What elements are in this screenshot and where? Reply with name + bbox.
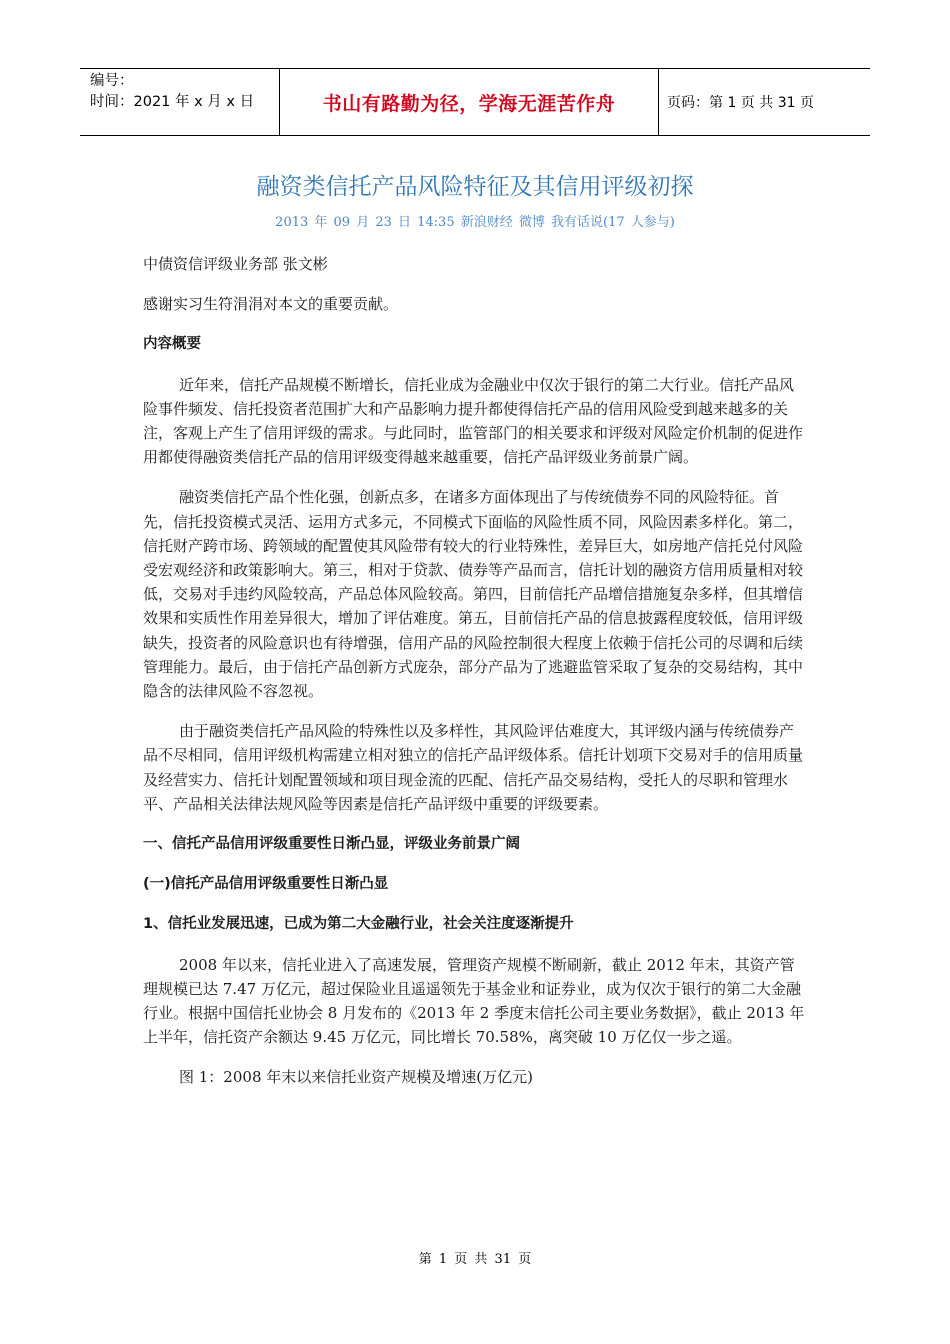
summary-heading: 内容概要 bbox=[143, 336, 201, 353]
header-left-cell bbox=[80, 69, 280, 135]
thanks-line: 感谢实习生符涓涓对本文的重要贡献。 bbox=[143, 295, 399, 314]
header-table bbox=[80, 68, 870, 136]
subsection-heading-1: (一)信托产品信用评级重要性日渐凸显 bbox=[143, 876, 389, 893]
article-meta: 2013 年 09 月 23 日 14:35 新浪财经 微博 我有话说(17 人参与) bbox=[275, 215, 675, 230]
motto: 书山有路勤为径，学海无涯苦作舟 bbox=[280, 69, 659, 135]
article-title: 融资类信托产品风险特征及其信用评级初探 bbox=[256, 174, 694, 200]
author-line: 中债资信评级业务部 张文彬 bbox=[143, 255, 328, 273]
paragraph-4: 2008 年以来，信托业进入了高速发展，管理资产规模不断刷新，截止 2012 年末，其资产管理规模已达 7.47 万亿元，超过保险业且遥遥领先于基金业和证券业，成为仅次于银行的第二大金融行业。根据中国信托业协会 8 月发布的《2013 年 2 季度末信托公司主要业务数据》，截止 2013 年上半年，信托资产余额达 9.45 万亿元，同比增长 70.58%，离突破 10 万亿仅一步之遥。 bbox=[143, 955, 805, 1047]
number-label: 编号： bbox=[90, 73, 134, 89]
paragraph-1: 近年来，信托产品规模不断增长，信托业成为金融业中仅次于银行的第二大行业。信托产品风险事件频发、信托投资者范围扩大和产品影响力提升都使得信托产品的信用风险受到越来越多的关注，客观上产生了信用评级的需求。与此同时，监管部门的相关要求和评级对风险定价机制的促进作用都使得融资类信托产品的信用评级变得越来越重要，信托产品评级业务前景广阔。 bbox=[143, 375, 804, 467]
paragraph-3: 由于融资类信托产品风险的特殊性以及多样性，其风险评估难度大，其评级内涵与传统债券产品不尽相同，信用评级机构需建立相对独立的信托产品评级体系。信托计划项下交易对手的信用质量及经营实力、信托计划配置领域和项目现金流的匹配、信托产品交易结构，受托人的尽职和管理水平、产品相关法律法规风险等因素是信托产品评级中重要的评级要素。 bbox=[143, 722, 804, 813]
figure-caption: 图 1：2008 年末以来信托业资产规模及增速(万亿元) bbox=[179, 1068, 533, 1087]
page-footer: 第 1 页 共 31 页 bbox=[418, 1252, 532, 1267]
page-info: 页码：第 1 页 共 31 页 bbox=[667, 95, 814, 111]
article-body bbox=[143, 252, 808, 1106]
paragraph-2: 融资类信托产品个性化强，创新点多，在诸多方面体现出了与传统债券不同的风险特征。首先，信托投资模式灵活、运用方式多元，不同模式下面临的风险性质不同，风险因素多样化。第二，信托财产跨市场、跨领域的配置使其风险带有较大的行业特殊性，差异巨大，如房地产信托兑付风险受宏观经济和政策影响大。第三，相对于贷款、债券等产品而言，信托计划的融资方信用质量相对较低，交易对手违约风险较高，产品总体风险较高。第四，目前信托产品增信措施复杂多样，但其增信效果和实质性作用差异很大，增加了评估难度。第五，目前信托产品的信息披露程度较低，信用评级缺失，投资者的风险意识也有待增强，信用产品的风险控制很大程度上依赖于信托公司的尽调和后续管理能力。最后，由于信托产品创新方式庞杂，部分产品为了逃避监管采取了复杂的交易结构，其中隐含的法律风险不容忽视。 bbox=[143, 488, 804, 701]
time-label: 时间：2021 年 x 月 x 日 bbox=[90, 94, 255, 110]
point-heading-1: 1、信托业发展迅速，已成为第二大金融行业，社会关注度逐渐提升 bbox=[143, 916, 574, 933]
section-heading-1: 一、信托产品信用评级重要性日渐凸显，评级业务前景广阔 bbox=[143, 836, 520, 853]
